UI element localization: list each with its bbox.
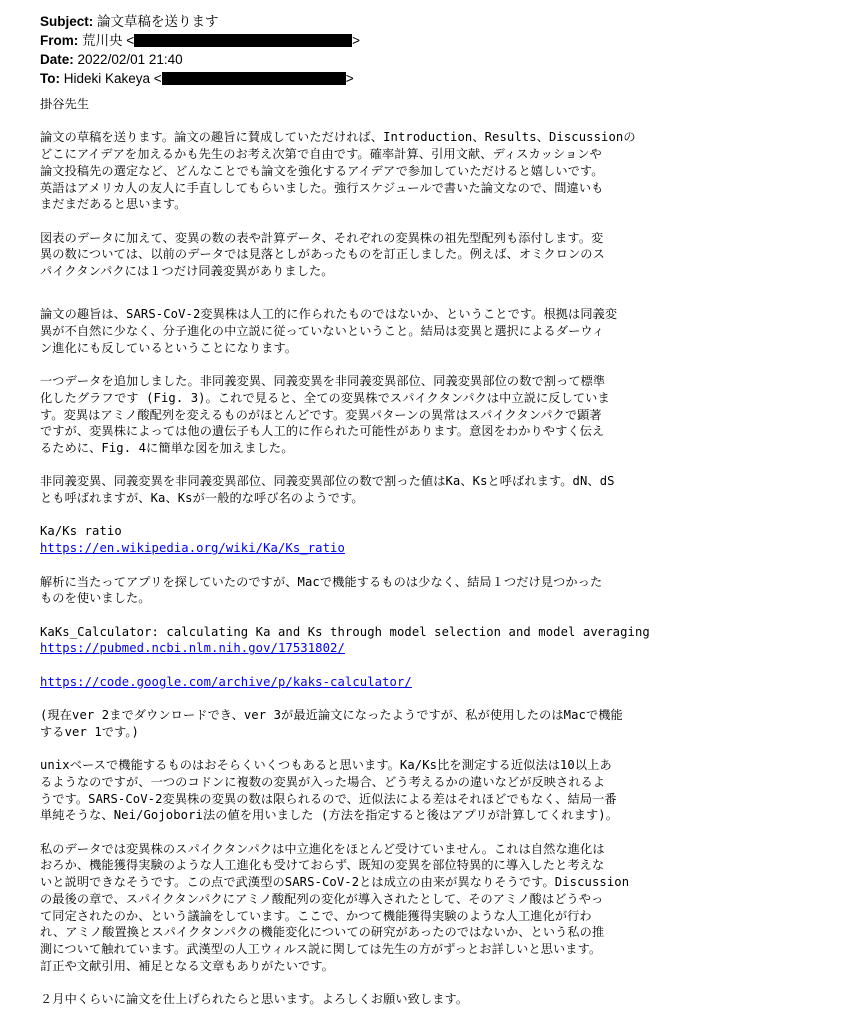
wikipedia-link[interactable]: https://en.wikipedia.org/wiki/Ka/Ks_ratio bbox=[40, 541, 345, 556]
subject-text: 論文草稿を送ります bbox=[97, 14, 219, 29]
text-line: うです。SARS-CoV-2変異株の変異の数は限られるので、近似法による差はそれほどでもなく、結局一番 bbox=[40, 791, 617, 806]
text-line: 測について触れています。武漢型の人工ウィルス説に関しては先生の方がずっとお詳しいと思います。 bbox=[40, 941, 602, 956]
text-line: 図表のデータに加えて、変異の数の表や計算データ、それぞれの変異株の祖先型配列も添付します。変 bbox=[40, 230, 604, 245]
text-line: るようなのですが、一つのコドンに複数の変異が入った場合、どう考えるかの違いなどが反映されるよ bbox=[40, 774, 606, 789]
text-line: の最後の章で、スパイクタンパクにアミノ酸配列の変化が導入されたとして、そのアミノ酸はどうやっ bbox=[40, 891, 604, 906]
text-line: ン進化にも反しているということになります。 bbox=[40, 340, 298, 355]
to-line bbox=[40, 69, 820, 88]
text-line: まだまだあると思います。 bbox=[40, 197, 187, 212]
subject-line bbox=[40, 12, 820, 31]
greeting: 掛谷先生 bbox=[40, 97, 90, 111]
text-line: 私のデータでは変異株のスパイクタンパクは中立進化をほとんど受けていません。これは自然な進化は bbox=[40, 841, 605, 856]
text-line: (現在ver 2までダウンロードでき、ver 3が最近論文になったようですが、私が使用したのはMacで機能 bbox=[40, 708, 623, 723]
text-line: いと説明できなそうです。この点で武漢型のSARS-CoV-2とは成立の由来が異なりそうです。Discussion bbox=[40, 875, 630, 890]
text-line: パイクタンパクには１つだけ同義変異がありました。 bbox=[40, 264, 334, 278]
text-line: 一つデータを追加しました。非同義変異、同義変異を非同義変異部位、同義変異部位の数で割って標準 bbox=[40, 374, 606, 389]
from-name: 荒川央 < bbox=[82, 33, 135, 48]
text-line: unixベースで機能するものはおそらくいくつもあると思います。Ka/Ks比を測定する近似法は10以上あ bbox=[40, 758, 612, 773]
text-line: とも呼ばれますが、Ka、Ksが一般的な呼び名のようです。 bbox=[40, 491, 364, 506]
kaks-title: Ka/Ks ratio bbox=[40, 524, 122, 539]
date-text: 2022/02/01 21:40 bbox=[77, 52, 183, 67]
calculator-title: KaKs_Calculator: calculating Ka and Ks through model selection and model averaging bbox=[40, 624, 650, 639]
text-line: どこにアイデアを加えるかも先生のお考え次第で自由です。確率計算、引用文献、ディスカッションや bbox=[40, 147, 602, 162]
text-line: 訂正や文献引用、補足となる文章もありがたいです。 bbox=[40, 958, 334, 973]
text-line: ですが、変異株によっては他の遺伝子も人工的に作られた可能性があります。意図をわかりやすく伝え bbox=[40, 424, 605, 439]
text-line: ものを使いました。 bbox=[40, 591, 151, 606]
closing: ２月中くらいに論文を仕上げられたらと思います。よろしくお願い致します。 bbox=[40, 992, 469, 1007]
from-line bbox=[40, 31, 820, 50]
text-line: す。変異はアミノ酸配列を変えるものがほとんどです。変異パターンの異常はスパイクタンパクで顕著 bbox=[40, 407, 602, 422]
paragraph-9 bbox=[40, 841, 820, 975]
redacted-email-address bbox=[134, 34, 352, 47]
subject-label: Subject: bbox=[40, 14, 94, 29]
google-code-link[interactable]: https://code.google.com/archive/p/kaks-calculator/ bbox=[40, 674, 412, 689]
spacer bbox=[40, 296, 820, 306]
paragraph-4 bbox=[40, 373, 820, 457]
paragraph-5 bbox=[40, 473, 820, 506]
text-line: るために、Fig. 4に簡単な図を加えました。 bbox=[40, 441, 294, 455]
text-line: 単純そうな、Nei/Gojobori法の値を用いました (方法を指定すると後はアプリが計算してくれます)。 bbox=[40, 808, 618, 823]
date-line bbox=[40, 50, 820, 69]
text-line: おろか、機能獲得実験のような人工進化も受けておらず、既知の変異を部位特異的に導入したと考えな bbox=[40, 858, 605, 873]
text-line: て同定されたのか、という議論をしています。ここで、かつて機能獲得実験のような人工進化が行わ bbox=[40, 908, 592, 923]
email-body bbox=[40, 96, 820, 1008]
text-line: 論文投稿先の選定など、どんなことでも論文を強化するアイデアで参加していただけると嬉しいです。 bbox=[40, 163, 604, 178]
calculator-reference bbox=[40, 624, 820, 657]
kaks-reference bbox=[40, 523, 820, 556]
text-line: 解析に当たってアプリを探していたのですが、Macで機能するものは少なく、結局１つだけ見つかった bbox=[40, 574, 603, 589]
paragraph-6 bbox=[40, 574, 820, 607]
paragraph-7 bbox=[40, 707, 820, 740]
paragraph-1 bbox=[40, 129, 820, 213]
email-message bbox=[40, 12, 820, 1024]
paragraph-8 bbox=[40, 757, 820, 824]
paragraph-2 bbox=[40, 230, 820, 280]
code-reference bbox=[40, 674, 820, 691]
text-line: 異が不自然に少なく、分子進化の中立説に従っていないということ。結局は変異と選択によるダーウィ bbox=[40, 324, 605, 339]
paragraph-3 bbox=[40, 306, 820, 356]
text-line: 論文の趣旨は、SARS-CoV-2変異株は人工的に作られたものではないか、ということです。根拠は同義変 bbox=[40, 307, 618, 322]
from-tail: > bbox=[352, 33, 361, 48]
date-label: Date: bbox=[40, 52, 74, 67]
to-label: To: bbox=[40, 71, 60, 86]
text-line: 異の数については、以前のデータでは見落としがあったものを訂正しました。例えば、オミクロンのス bbox=[40, 247, 605, 262]
text-line: 化したグラフです (Fig. 3)。これで見ると、全ての変異株でスパイクタンパクは中立説に反していま bbox=[40, 390, 610, 405]
text-line: するver 1です。) bbox=[40, 724, 139, 739]
to-name: Hideki Kakeya < bbox=[63, 71, 162, 86]
text-line: 非同義変異、同義変異を非同義変異部位、同義変異部位の数で割った値はKa、Ksと呼ばれます。dN、dS bbox=[40, 474, 615, 489]
redacted-email-address bbox=[162, 72, 346, 85]
text-line: れ、アミノ酸置換とスパイクタンパクの機能変化についての研究があったのではないか、という私の推 bbox=[40, 925, 605, 940]
to-tail: > bbox=[345, 71, 354, 86]
text-line: 論文の草稿を送ります。論文の趣旨に賛成していただければ、Introduction、Results、Discussionの bbox=[40, 130, 636, 145]
pubmed-link[interactable]: https://pubmed.ncbi.nlm.nih.gov/17531802/ bbox=[40, 641, 345, 656]
text-line: 英語はアメリカ人の友人に手直ししてもらいました。強行スケジュールで書いた論文なので、間違いも bbox=[40, 180, 604, 195]
from-label: From: bbox=[40, 33, 79, 48]
